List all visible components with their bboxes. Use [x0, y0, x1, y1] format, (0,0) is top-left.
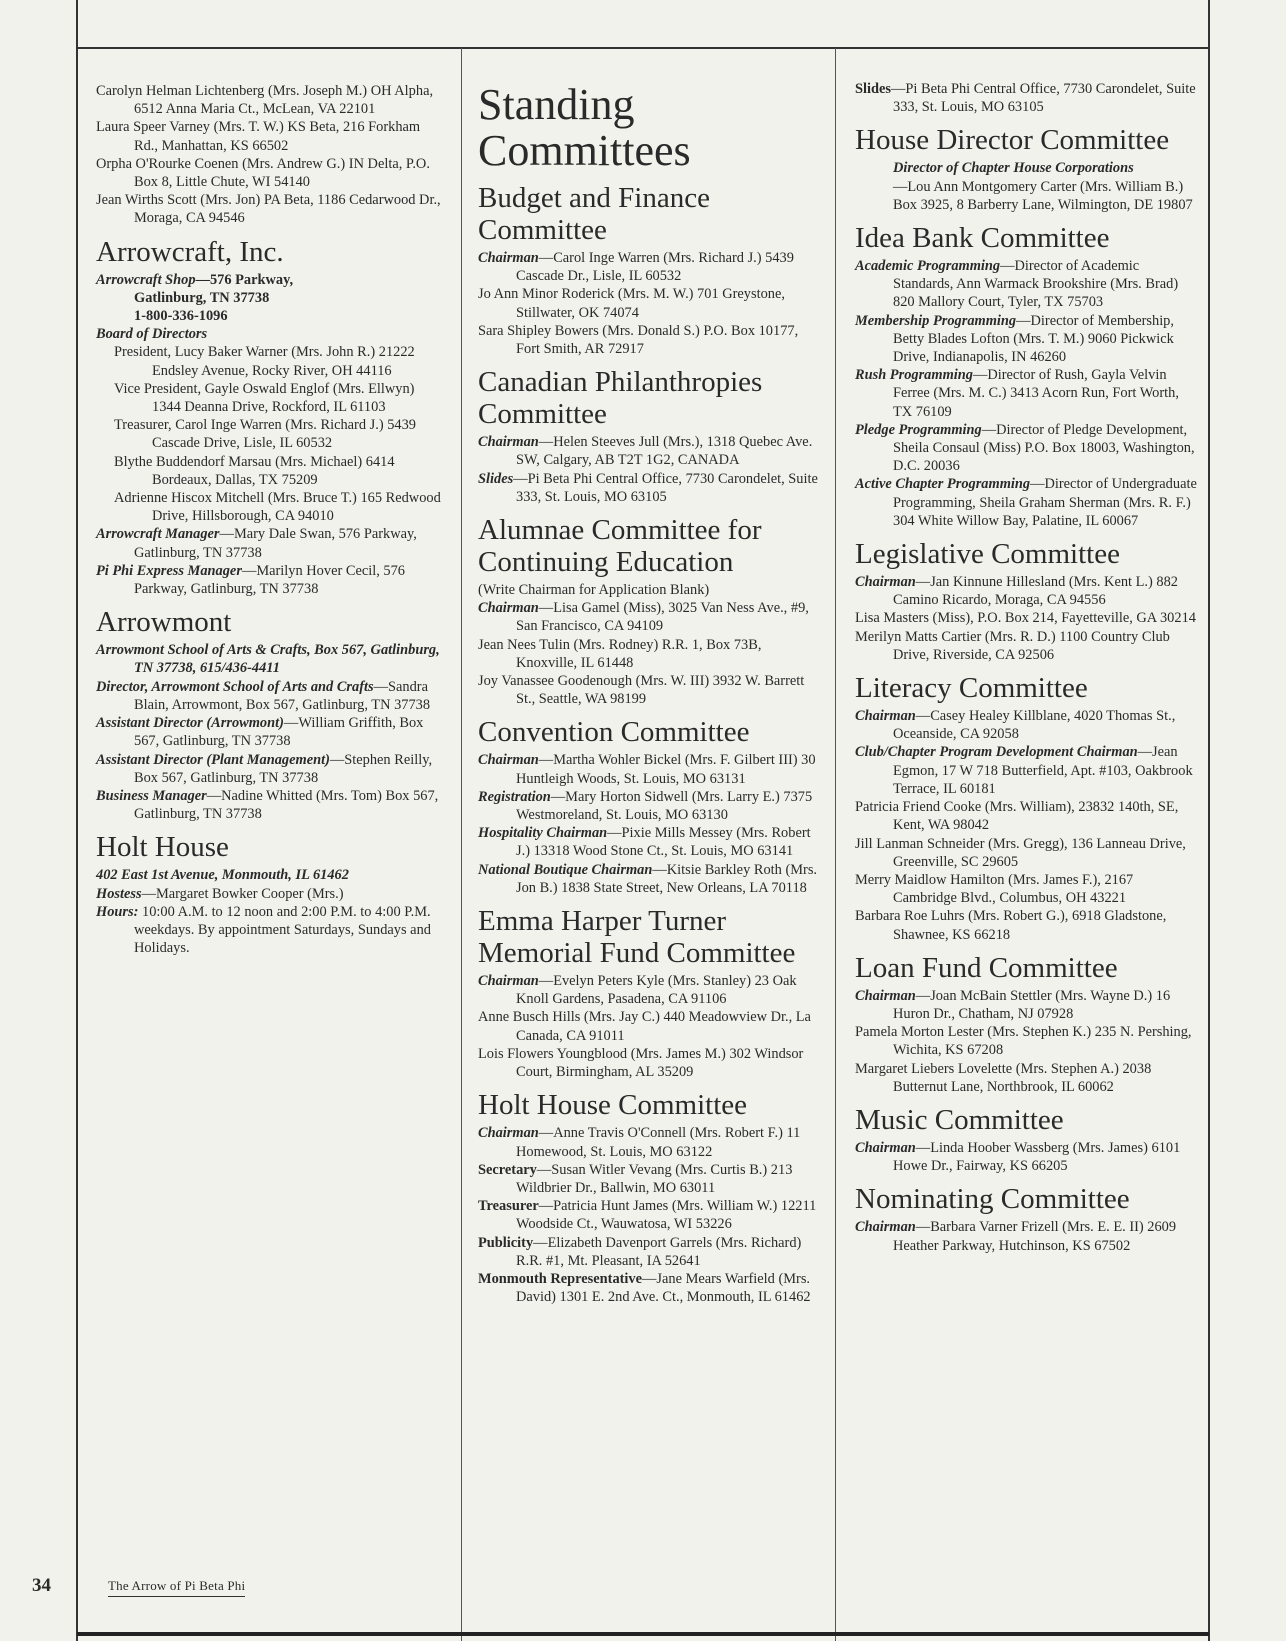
- chairman-label: Chairman: [855, 574, 916, 591]
- list-item: Pamela Morton Lester (Mrs. Stephen K.) 235 N. Pershing, Wichita, KS 67208: [855, 1024, 1192, 1059]
- list-item: Vice President, Gayle Oswald Englof (Mrs. Ellwyn) 1344 Deanna Drive, Rockford, IL 61103: [114, 380, 415, 416]
- chairman-text: —Joan McBain Stettler (Mrs. Wayne D.) 16 Huron Dr., Chatham, NJ 07928: [893, 987, 1171, 1022]
- arrowcraft-shop-address-line1: —576 Parkway,: [195, 271, 294, 288]
- section-heading-nominating: Nominating Committee: [855, 1183, 1130, 1216]
- treasurer-text: —Patricia Hunt James (Mrs. William W.) 12211 Woodside Ct., Wauwatosa, WI 53226: [516, 1198, 817, 1233]
- section-heading-idea-bank: Idea Bank Committee: [855, 222, 1110, 255]
- assistant-director-arrowmont: [96, 714, 446, 750]
- bottom-border-rule: [77, 1632, 1209, 1636]
- hospitality-text: —Pixie Mills Messey (Mrs. Robert J.) 13318 Wood Stone Ct., St. Louis, MO 63141: [516, 825, 811, 860]
- arrowcraft-manager-label: Arrowcraft Manager: [96, 526, 220, 543]
- arrowcraft-shop-label: Arrowcraft Shop: [96, 271, 196, 288]
- publicity-label: Publicity: [478, 1234, 534, 1251]
- house-director-label: Director of Chapter House Corporations: [893, 160, 1134, 177]
- active-text: —Director of Undergraduate Programming, Sheila Graham Sherman (Mrs. R. F.) 304 White Willow Bay, Palatine, IL 60067: [893, 476, 1197, 529]
- business-manager-label: Business Manager: [96, 787, 207, 804]
- slides-text: —Pi Beta Phi Central Office, 7730 Carondelet, Suite 333, St. Louis, MO 63105: [513, 470, 818, 505]
- column-divider-2: [835, 48, 836, 1641]
- assistant-director-plant-label: Assistant Director (Plant Management): [96, 751, 330, 768]
- chairman-text: —Martha Wohler Bickel (Mrs. F. Gilbert III) 30 Huntleigh Woods, St. Louis, MO 63131: [516, 752, 816, 787]
- footer-publication-name: The Arrow of Pi Beta Phi: [108, 1578, 245, 1597]
- arrowmont-director-label: Director, Arrowmont School of Arts and Crafts: [96, 678, 374, 695]
- secretary-label: Secretary: [478, 1161, 537, 1178]
- legislative-chairman: [855, 573, 1200, 609]
- arrowcraft-manager-text: —Mary Dale Swan, 576 Parkway, Gatlinburg, TN 37738: [134, 526, 417, 561]
- chairman-text: —Helen Steeves Jull (Mrs.), 1318 Quebec Ave. SW, Calgary, AB T2T 1G2, CANADA: [516, 434, 813, 469]
- list-item: Jean Wirths Scott (Mrs. Jon) PA Beta, 1186 Cedarwood Dr., Moraga, CA 94546: [96, 192, 441, 227]
- chairman-label: Chairman: [478, 752, 539, 769]
- monmouth-rep-text: —Jane Mears Warfield (Mrs. David) 1301 E. 2nd Ave. Ct., Monmouth, IL 61462: [516, 1270, 811, 1306]
- section-heading-house-director: House Director Committee: [855, 124, 1170, 157]
- chairman-label: Chairman: [478, 600, 539, 617]
- list-item: Joy Vanassee Goodenough (Mrs. W. III) 3932 W. Barrett St., Seattle, WA 98199: [478, 673, 805, 708]
- nominating-chairman: [855, 1218, 1200, 1254]
- chairman-label: Chairman: [478, 434, 539, 451]
- page-title: Standing Committees: [478, 80, 691, 175]
- publicity-text: —Elizabeth Davenport Garrels (Mrs. Richard) R.R. #1, Mt. Pleasant, IA 52641: [516, 1234, 802, 1269]
- academic-label: Academic Programming: [855, 258, 1001, 275]
- music-chairman: [855, 1139, 1200, 1175]
- pledge-programming: [855, 421, 1200, 476]
- chairman-label: Chairman: [855, 1219, 916, 1236]
- section-heading-holt-house: Holt House: [96, 831, 229, 864]
- rush-programming: [855, 366, 1200, 421]
- section-heading-literacy: Literacy Committee: [855, 672, 1088, 705]
- chairman-text: —Carol Inge Warren (Mrs. Richard J.) 5439 Cascade Dr., Lisle, IL 60532: [516, 250, 794, 285]
- section-heading-music: Music Committee: [855, 1103, 1064, 1136]
- canadian-chairman: [478, 433, 823, 469]
- registration-label: Registration: [478, 788, 551, 805]
- list-item: Merry Maidlow Hamilton (Mrs. James F.), 2167 Cambridge Blvd., Columbus, OH 43221: [855, 871, 1134, 907]
- slides-label: Slides: [855, 81, 891, 97]
- pledge-label: Pledge Programming: [855, 421, 982, 438]
- section-heading-canadian: Canadian Philanthropies Committee: [478, 366, 763, 431]
- page-number: 34: [32, 1575, 51, 1596]
- arrowmont-school: Arrowmont School of Arts & Crafts, Box 567, Gatlinburg, TN 37738, 615/436-4411: [96, 642, 440, 677]
- emma-chairman: [478, 972, 823, 1008]
- arrowcraft-manager: [96, 525, 446, 561]
- rush-text: —Director of Rush, Gayla Velvin Ferree (Mrs. M. C.) 3413 Acorn Run, Fort Worth, TX 76109: [893, 367, 1179, 420]
- membership-label: Membership Programming: [855, 312, 1017, 329]
- business-manager-text: —Nadine Whitted (Mrs. Tom) Box 567, Gatlinburg, TN 37738: [134, 787, 439, 823]
- board-of-directors-label: Board of Directors: [96, 326, 208, 343]
- list-item: Adrienne Hiscox Mitchell (Mrs. Bruce T.) 165 Redwood Drive, Hillsborough, CA 94010: [114, 490, 441, 525]
- slides-label: Slides: [478, 470, 514, 487]
- list-item: Patricia Friend Cooke (Mrs. William), 23832 140th, SE, Kent, WA 98042: [855, 799, 1179, 834]
- hostess-text: —Margaret Bowker Cooper (Mrs.): [141, 885, 344, 902]
- list-item: Orpha O'Rourke Coenen (Mrs. Andrew G.) IN Delta, P.O. Box 8, Little Chute, WI 54140: [96, 155, 430, 191]
- holt-house-address: 402 East 1st Avenue, Monmouth, IL 61462: [96, 867, 349, 884]
- list-item: Margaret Liebers Lovelette (Mrs. Stephen A.) 2038 Butternut Lane, Northbrook, IL 60062: [855, 1060, 1152, 1095]
- list-item: Treasurer, Carol Inge Warren (Mrs. Richard J.) 5439 Cascade Drive, Lisle, IL 60532: [114, 417, 416, 452]
- budget-chairman: [478, 249, 823, 285]
- loan-chairman: [855, 987, 1200, 1023]
- column-1: [96, 82, 446, 957]
- literacy-club-chairman: [855, 743, 1200, 798]
- academic-text: —Director of Academic Standards, Ann Warmack Brookshire (Mrs. Brad) 820 Mallory Court, Tyler, TX 75703: [893, 258, 1179, 311]
- treasurer-label: Treasurer: [478, 1198, 539, 1215]
- academic-programming: [855, 257, 1200, 312]
- membership-programming: [855, 312, 1200, 367]
- list-item: Lois Flowers Youngblood (Mrs. James M.) 302 Windsor Court, Birmingham, AL 35209: [478, 1045, 804, 1081]
- chairman-text: —Casey Healey Killblane, 4020 Thomas St., Oceanside, CA 92058: [893, 708, 1176, 743]
- section-heading-emma: Emma Harper Turner Memorial Fund Committee: [478, 905, 796, 970]
- canadian-slides: [478, 470, 823, 506]
- section-heading-holt-committee: Holt House Committee: [478, 1089, 748, 1122]
- chairman-text: —Anne Travis O'Connell (Mrs. Robert F.) 11 Homewood, St. Louis, MO 63122: [516, 1125, 801, 1160]
- chairman-label: Chairman: [855, 987, 916, 1004]
- alumnae-chairman: [478, 599, 823, 635]
- convention-registration: [478, 788, 823, 824]
- club-chairman-label: Club/Chapter Program Development Chairman: [855, 744, 1138, 761]
- assistant-director-arrowmont-label: Assistant Director (Arrowmont): [96, 715, 284, 732]
- literacy-chairman: [855, 707, 1200, 743]
- membership-text: —Director of Membership, Betty Blades Lofton (Mrs. T. M.) 9060 Pickwick Drive, Indianapolis, IN 46260: [893, 312, 1174, 366]
- boutique-text: —Kitsie Barkley Roth (Mrs. Jon B.) 1838 State Street, New Orleans, LA 70118: [516, 861, 818, 896]
- chairman-label: Chairman: [855, 708, 916, 725]
- section-heading-legislative: Legislative Committee: [855, 538, 1120, 571]
- arrowmont-director-text: —Sandra Blain, Arrowmont, Box 567, Gatlinburg, TN 37738: [134, 678, 431, 713]
- list-item: Merilyn Matts Cartier (Mrs. R. D.) 1100 Country Club Drive, Riverside, CA 92506: [855, 628, 1170, 663]
- slides-text: —Pi Beta Phi Central Office, 7730 Carondelet, Suite 333, St. Louis, MO 63105: [891, 81, 1196, 116]
- registration-text: —Mary Horton Sidwell (Mrs. Larry E.) 7375 Westmoreland, St. Louis, MO 63130: [516, 788, 813, 824]
- club-chairman-text: —Jean Egmon, 17 W 718 Butterfield, Apt. #103, Oakbrook Terrace, IL 60181: [893, 744, 1193, 797]
- house-director-text: —Lou Ann Montgomery Carter (Mrs. William B.) Box 3925, 8 Barberry Lane, Wilmington, DE 19807: [893, 178, 1193, 213]
- chairman-text: —Jan Kinnune Hillesland (Mrs. Kent L.) 882 Camino Ricardo, Moraga, CA 94556: [893, 574, 1178, 609]
- list-item: Carolyn Helman Lichtenberg (Mrs. Joseph M.) OH Alpha, 6512 Anna Maria Ct., McLean, VA 22101: [96, 83, 434, 118]
- arrowcraft-shop-address-line2: Gatlinburg, TN 37738: [134, 289, 270, 306]
- chairman-text: —Evelyn Peters Kyle (Mrs. Stanley) 23 Oak Knoll Gardens, Pasadena, CA 91106: [516, 973, 797, 1008]
- assistant-director-plant: [96, 751, 446, 787]
- holt-treasurer: [478, 1197, 823, 1233]
- list-item: Jo Ann Minor Roderick (Mrs. M. W.) 701 Greystone, Stillwater, OK 74074: [478, 286, 785, 321]
- holt-publicity: [478, 1234, 823, 1270]
- section-heading-alumnae: Alumnae Committee for Continuing Education: [478, 514, 762, 579]
- column-divider-1: [461, 48, 462, 1641]
- slides-entry: [855, 80, 1200, 116]
- chairman-text: —Lisa Gamel (Miss), 3025 Van Ness Ave., #9, San Francisco, CA 94109: [516, 600, 809, 635]
- column-3: [855, 80, 1200, 1255]
- rush-label: Rush Programming: [855, 367, 973, 384]
- list-item: Sara Shipley Bowers (Mrs. Donald S.) P.O. Box 10177, Fort Smith, AR 72917: [478, 322, 799, 358]
- left-border-rule: [76, 0, 78, 1641]
- chairman-text: —Linda Hoober Wassberg (Mrs. James) 6101 Howe Dr., Fairway, KS 66205: [893, 1139, 1181, 1175]
- section-heading-convention: Convention Committee: [478, 716, 750, 749]
- holt-secretary: [478, 1161, 823, 1197]
- top-border-rule: [77, 47, 1209, 49]
- holt-monmouth-rep: [478, 1270, 823, 1306]
- section-heading-loan-fund: Loan Fund Committee: [855, 951, 1118, 984]
- section-heading-arrowcraft: Arrowcraft, Inc.: [96, 235, 284, 268]
- chairman-label: Chairman: [478, 1125, 539, 1142]
- holt-house-hours: [96, 903, 446, 958]
- express-manager-text: —Marilyn Hover Cecil, 576 Parkway, Gatlinburg, TN 37738: [134, 562, 405, 598]
- active-chapter-programming: [855, 475, 1200, 530]
- list-item: Anne Busch Hills (Mrs. Jay C.) 440 Meadowview Dr., La Canada, CA 91011: [478, 1009, 811, 1044]
- hospitality-label: Hospitality Chairman: [478, 825, 608, 842]
- pledge-text: —Director of Pledge Development, Sheila Consaul (Miss) P.O. Box 18003, Washington, D.C. 20036: [893, 421, 1195, 475]
- list-item: Blythe Buddendorf Marsau (Mrs. Michael) 6414 Bordeaux, Dallas, TX 75209: [114, 453, 395, 488]
- express-manager-label: Pi Phi Express Manager: [96, 562, 242, 579]
- holt-house-hostess: [96, 885, 446, 903]
- right-border-rule: [1208, 0, 1210, 1641]
- hostess-label: Hostess: [96, 885, 142, 902]
- chairman-label: Chairman: [478, 973, 539, 990]
- list-item: Laura Speer Varney (Mrs. T. W.) KS Beta, 216 Forkham Rd., Manhattan, KS 66502: [96, 119, 421, 154]
- express-manager: [96, 562, 446, 598]
- list-item: Jill Lanman Schneider (Mrs. Gregg), 136 Lanneau Drive, Greenville, SC 29605: [855, 835, 1186, 870]
- arrowcraft-shop-phone: 1-800-336-1096: [134, 308, 228, 325]
- list-item: Jean Nees Tulin (Mrs. Rodney) R.R. 1, Box 73B, Knoxville, IL 61448: [478, 636, 762, 671]
- chairman-label: Chairman: [478, 250, 539, 266]
- list-item: President, Lucy Baker Warner (Mrs. John R.) 21222 Endsley Avenue, Rocky River, OH 44116: [114, 344, 415, 379]
- monmouth-rep-label: Monmouth Representative: [478, 1270, 643, 1287]
- chairman-label: Chairman: [855, 1139, 916, 1156]
- section-heading-budget: Budget and Finance Committee: [478, 182, 710, 246]
- arrowcraft-shop: [96, 271, 446, 326]
- section-heading-arrowmont: Arrowmont: [96, 606, 232, 639]
- assistant-director-plant-text: —Stephen Reilly, Box 567, Gatlinburg, TN 37738: [134, 751, 433, 786]
- business-manager: [96, 787, 446, 823]
- hours-text: 10:00 A.M. to 12 noon and 2:00 P.M. to 4:00 P.M. weekdays. By appointment Saturdays, Sundays and Holidays.: [134, 903, 431, 957]
- convention-chairman: [478, 751, 823, 787]
- list-item: Lisa Masters (Miss), P.O. Box 214, Fayetteville, GA 30214: [855, 610, 1196, 627]
- convention-hospitality: [478, 824, 823, 860]
- secretary-text: —Susan Witler Vevang (Mrs. Curtis B.) 213 Wildbrier Dr., Ballwin, MO 63011: [516, 1161, 793, 1196]
- assistant-director-arrowmont-text: —William Griffith, Box 567, Gatlinburg, TN 37738: [134, 715, 424, 750]
- hours-label: Hours:: [96, 903, 139, 920]
- active-label: Active Chapter Programming: [855, 476, 1031, 493]
- holt-chairman: [478, 1124, 823, 1160]
- chairman-text: —Barbara Varner Frizell (Mrs. E. E. II) 2609 Heather Parkway, Hutchinson, KS 67502: [893, 1219, 1177, 1254]
- arrowmont-director: [96, 678, 446, 714]
- boutique-label: National Boutique Chairman: [478, 861, 653, 878]
- column-2: [478, 82, 823, 1306]
- list-item: Barbara Roe Luhrs (Mrs. Robert G.), 6918 Gladstone, Shawnee, KS 66218: [855, 908, 1167, 943]
- convention-boutique: [478, 861, 823, 897]
- alumnae-note: (Write Chairman for Application Blank): [478, 582, 710, 599]
